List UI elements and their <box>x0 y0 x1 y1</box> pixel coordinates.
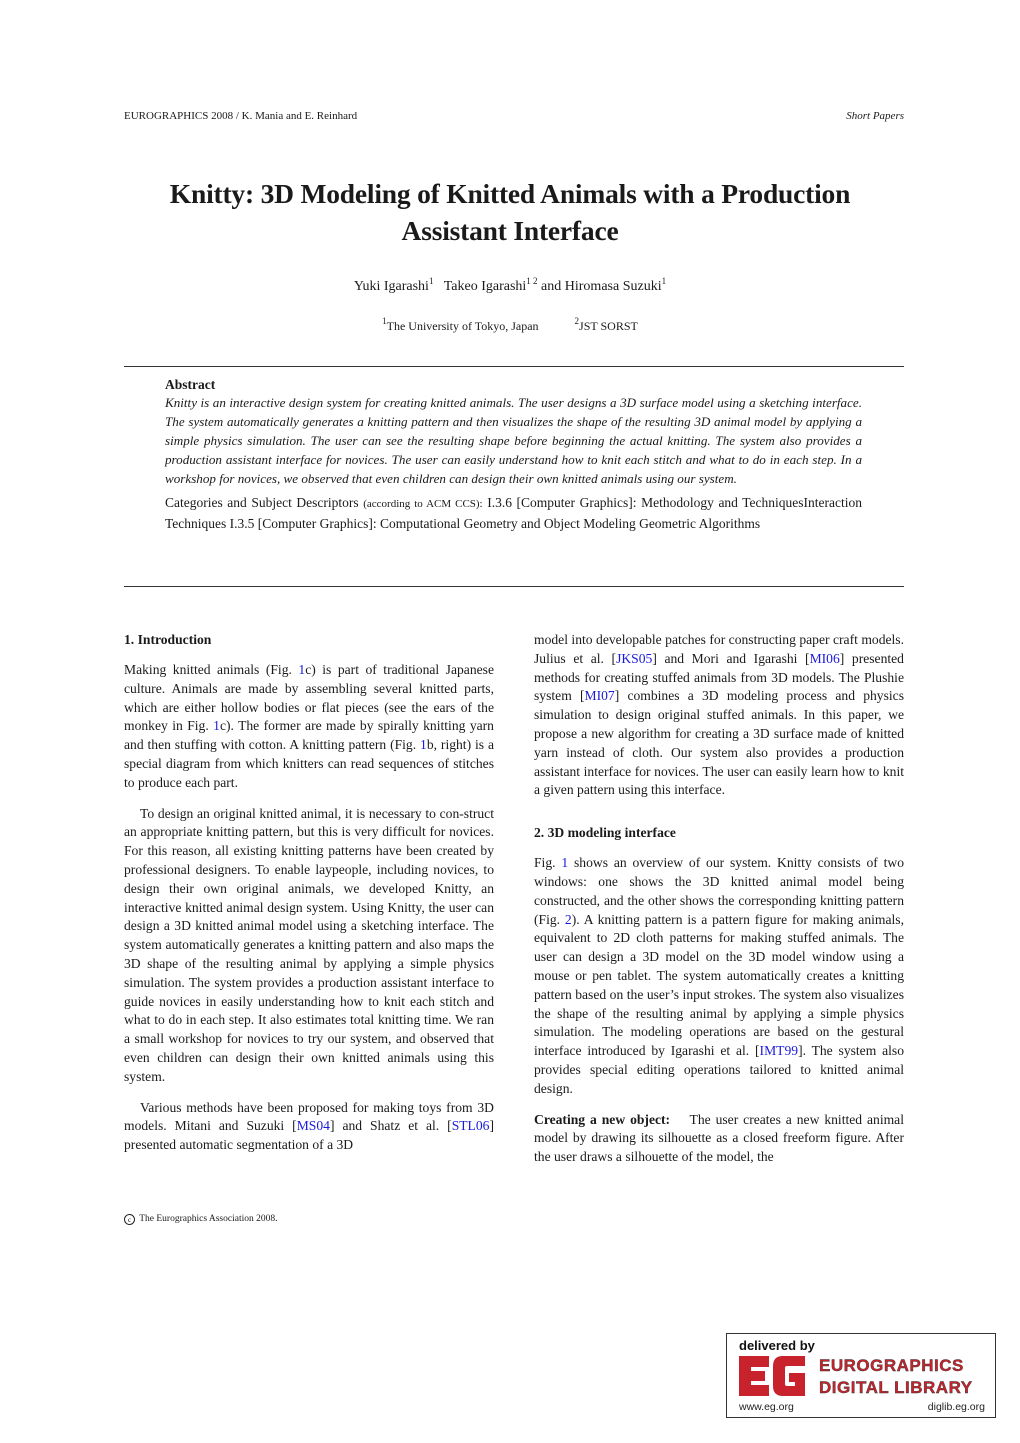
text-run: ]. The system also provides special editing operations tailored to knitted animal design. <box>534 1043 905 1096</box>
copyright-icon: c <box>124 1214 135 1225</box>
diglib-url-link[interactable]: diglib.eg.org <box>927 1401 985 1413</box>
intro-paragraph-1 <box>124 661 494 793</box>
abstract-bottom-rule <box>124 586 904 587</box>
abstract-body: Knitty is an interactive design system for creating knitted animals. The user designs a 3D surface model using a sketching interface. The system automatically generates a knitting pattern and then visualizes the shape of the resulting 3D animal model by applying a simple physics simulation. The user can see the resulting shape before beginning the actual knitting. The system also provides a production assistant interface for novices. The user can easily understand how to knit each stitch and what to do in each step. In a workshop for novices, we observed that even children can design their own knitted animals using our system. <box>165 395 862 486</box>
affil-mark: 1 <box>382 316 387 326</box>
text-run: Making knitted animals (Fig. <box>124 662 299 677</box>
right-column <box>534 631 904 1179</box>
figure-ref-link[interactable]: 1 <box>561 855 569 871</box>
text-run: ] presented methods for creating stuffed animals from 3D models. The Plushie system [ <box>534 650 904 704</box>
text-run: ). A knitting pattern is a pattern figure for making animals, equivalent to 2D cloth patterns for making stuffed animals. The user can design a 3D model on the 3D model window using a mouse or pen tablet. The system automatically creates a knitting pattern based on the user’s input strokes. The system also visualizes the shape of the resulting animal by applying a simple physics simulation. The modeling operations are based on the gestural interface introduced by Igarashi et al. [ <box>534 911 904 1059</box>
affiliation-list <box>0 316 1020 334</box>
citation-link-ms04[interactable]: MS04 <box>296 1118 330 1134</box>
brand-line-eurographics: EUROGRAPHICS <box>819 1356 964 1375</box>
text-run: The user creates a new knitted animal model by drawing its silhouette as a closed freeform figure. After the user draws a silhouette of the model, the <box>534 1111 904 1165</box>
author-affil-mark: 1 <box>661 276 667 286</box>
figure-ref-link[interactable]: 2 <box>564 911 572 927</box>
paragraph-run-in-heading: Creating a new object: <box>534 1111 671 1127</box>
citation-link-stl06[interactable]: STL06 <box>451 1118 490 1134</box>
text-run: model into developable patches for constructing paper craft models. Julius et al. [ <box>534 632 904 666</box>
citation-link-mi07[interactable]: MI07 <box>584 688 615 704</box>
text-run: ] combines a 3D modeling process and physics simulation to design original stuffed animals. In this paper, we propose a new algorithm for creating a 3D surface made of knitted yarn instead of cloth. Our system also provides a production assistant interface for novices. The user can easily learn how to knit a given pattern using this interface. <box>534 688 904 798</box>
abstract-block <box>165 376 862 533</box>
figure-ref-link[interactable]: 1 <box>298 662 306 677</box>
text-run: ] and Shatz et al. [ <box>329 1118 452 1134</box>
affiliation: JST SORST <box>579 319 638 333</box>
text-run: shows an overview of our system. Knitty consists of two windows: one shows the 3D knitted animal model being constructed, and the other shows the corresponding knitting pattern (Fig. <box>534 855 904 927</box>
intro-paragraph-3 <box>124 1099 494 1155</box>
author-conjunction: and <box>541 279 565 294</box>
brand-line-digital-library: DIGITAL LIBRARY <box>819 1378 973 1397</box>
categories-label: Categories and Subject Descriptors <box>165 495 359 510</box>
text-run: ] presented automatic segmentation of a 3D <box>124 1118 494 1153</box>
text-run: Various methods have been proposed for making toys from 3D models. Mitani and Suzuki [ <box>124 1099 494 1134</box>
citation-link-imt99[interactable]: IMT99 <box>759 1043 799 1059</box>
paper-title <box>100 175 920 249</box>
title-line-2: Assistant Interface <box>401 215 619 246</box>
author-affil-mark: 1 2 <box>526 276 538 286</box>
author-name: Yuki Igarashi <box>353 279 429 294</box>
running-header-left: EUROGRAPHICS 2008 / K. Mania and E. Reinhard <box>124 110 358 122</box>
modeling-paragraph-2 <box>534 1111 904 1167</box>
delivered-by-label: delivered by <box>739 1338 815 1353</box>
author-name: Hiromasa Suzuki <box>564 279 662 294</box>
figure-ref-link[interactable]: 1 <box>213 718 220 734</box>
abstract-top-rule <box>124 366 904 367</box>
author-affil-mark: 1 <box>428 276 434 286</box>
left-column <box>124 631 494 1167</box>
author-list <box>0 276 1020 295</box>
text-run: ] and Mori and Igarashi [ <box>652 650 810 666</box>
section-heading-introduction: 1. Introduction <box>124 632 212 647</box>
text-run: Fig. <box>534 855 562 871</box>
citation-link-jks05[interactable]: JKS05 <box>616 650 653 666</box>
copyright-text: The Eurographics Association 2008. <box>139 1214 278 1224</box>
categories-note: (according to ACM CCS): <box>363 498 483 510</box>
modeling-paragraph-1 <box>534 854 904 1098</box>
categories-text: I.3.6 [Computer Graphics]: Methodology and TechniquesInteraction Techniques I.3.5 [Computer Graphics]: Computational Geometry and Object Modeling Geometric Algorithms <box>165 495 863 531</box>
intro-paragraph-2: To design an original knitted animal, it is necessary to con-struct an appropriate knitting pattern, but this is very difficult for novices. For this reason, all existing knitting patterns have been created by professional designers. To enable laypeople, including novices, to design their own original animals, we developed Knitty, an interactive knitted animal design system. Using Knitty, the user can design a 3D knitted animal model using a sketching interface. The system automatically generates a knitting pattern and also maps the 3D shape of the resulting animal by applying a simple physics simulation. The system provides a production assistant interface to guide novices in easily understanding how to knit each stitch and what to do in each step. It also estimates total knitting time. We ran a small workshop for novices to try our system, and observed that even children can design their own knitted animals using this system. <box>124 805 494 1084</box>
abstract-heading: Abstract <box>165 377 216 392</box>
title-line-1: Knitty: 3D Modeling of Knitted Animals with a Production <box>169 178 851 209</box>
acm-categories <box>165 493 862 533</box>
eg-url-link[interactable]: www.eg.org <box>739 1401 794 1413</box>
figure-ref-link[interactable]: 1 <box>420 737 427 753</box>
author-name: Takeo Igarashi <box>443 279 527 294</box>
running-header <box>124 110 904 122</box>
text-run: c) is part of traditional Japanese culture. Animals are made by assembling several knitted parts, which are either hollow bodies or flat pieces (see the ears of the monkey in Fig. <box>124 662 494 734</box>
affil-mark: 2 <box>574 316 580 326</box>
text-run: b, right) is a special diagram from which knitters can read sequences of stitches to produce each part. <box>124 737 494 790</box>
section-heading-3d-modeling: 2. 3D modeling interface <box>534 825 676 841</box>
eg-digital-library-badge[interactable] <box>726 1333 996 1418</box>
copyright-footer <box>124 1214 277 1225</box>
running-header-right: Short Papers <box>846 110 904 122</box>
citation-link-mi06[interactable]: MI06 <box>809 650 840 666</box>
text-run: c). The former are made by spirally knitting yarn and then stuffing with cotton. A knitting pattern (Fig. <box>124 718 494 753</box>
eg-logo-icon <box>739 1356 807 1396</box>
affiliation: The University of Tokyo, Japan <box>386 319 539 333</box>
intro-paragraph-3-continued <box>534 631 904 800</box>
